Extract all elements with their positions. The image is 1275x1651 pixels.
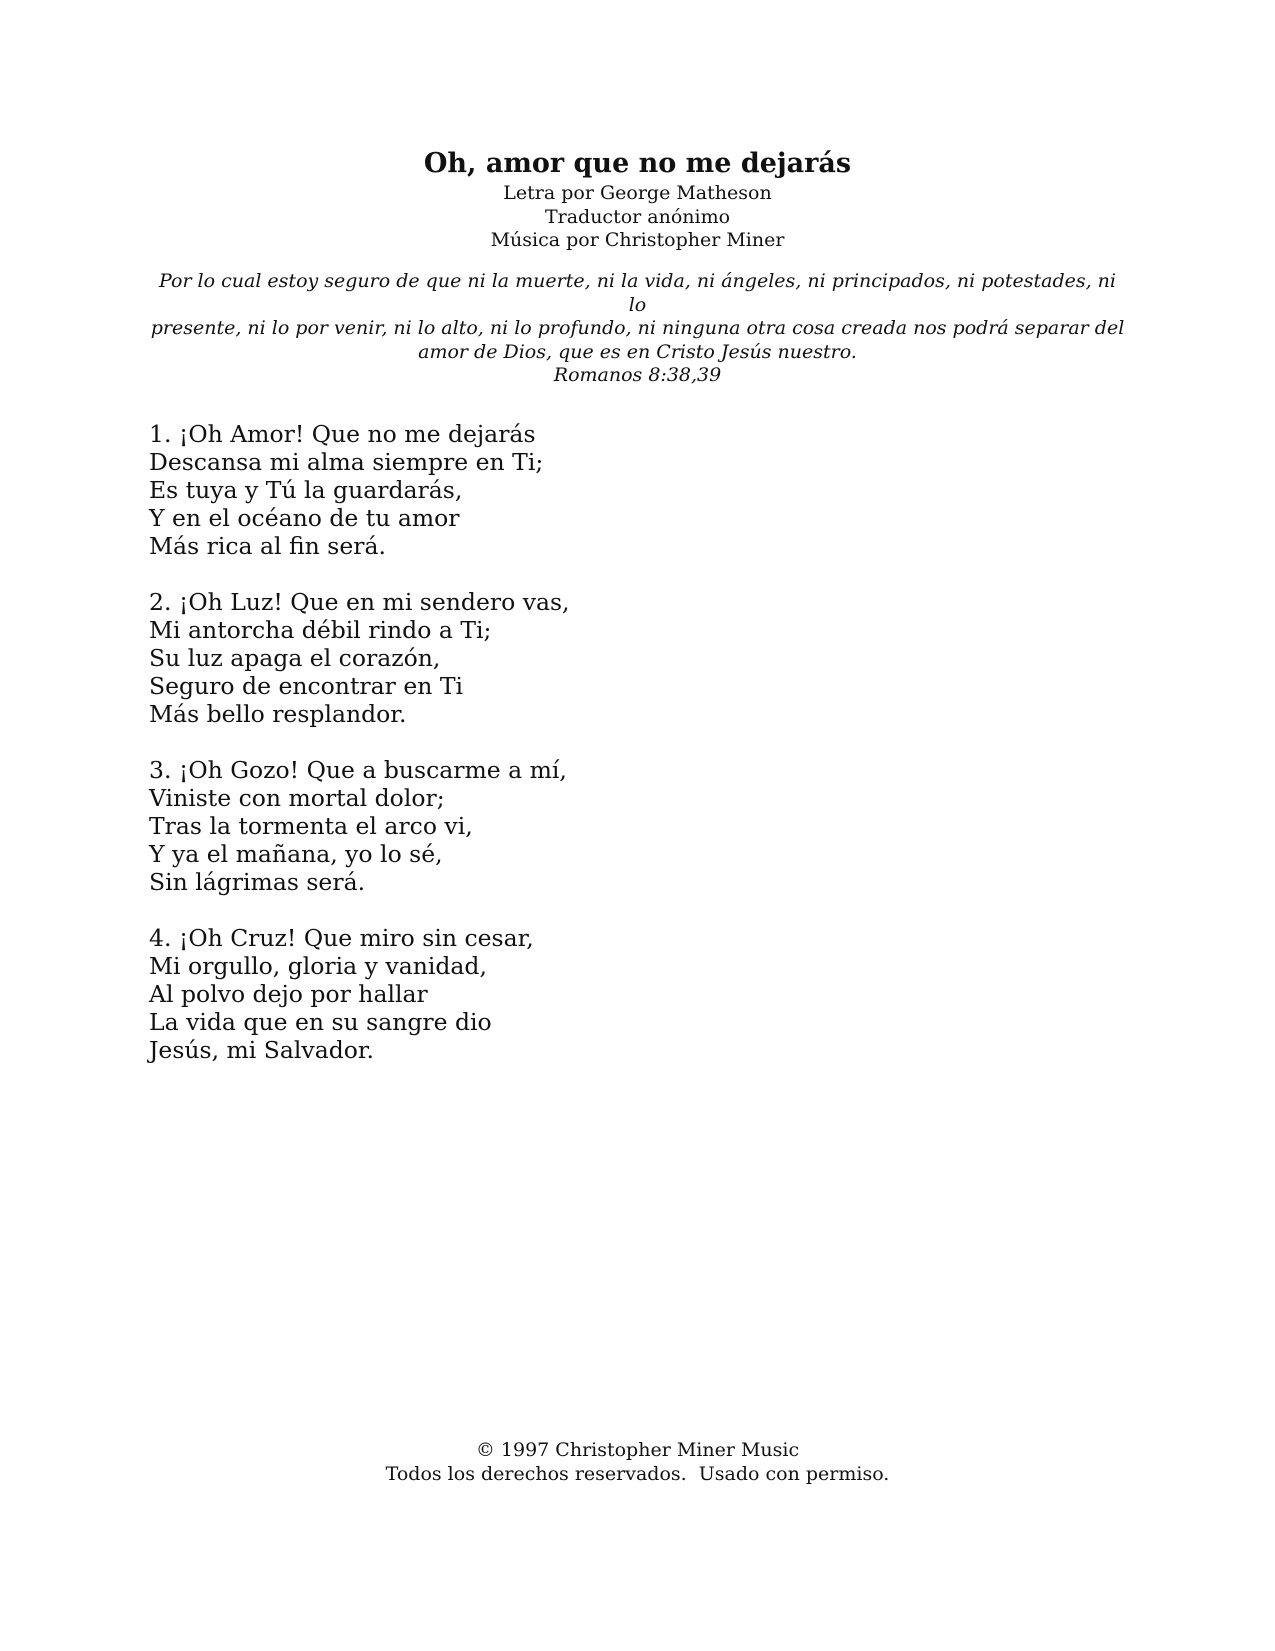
verse-line: La vida que en su sangre dio	[149, 1008, 492, 1036]
verse-line: 4. ¡Oh Cruz! Que miro sin cesar,	[149, 924, 534, 952]
verse-line: Mi antorcha débil rindo a Ti;	[149, 616, 492, 644]
copyright-footer	[0, 1439, 1275, 1486]
verse-1	[149, 420, 1049, 560]
verse-line: 2. ¡Oh Luz! Que en mi sendero vas,	[149, 588, 570, 616]
verse-line: Sin lágrimas será.	[149, 868, 366, 896]
verse-4	[149, 924, 1049, 1064]
verse-line: Mi orgullo, gloria y vanidad,	[149, 952, 487, 980]
epigraph-line: Por lo cual estoy seguro de que ni la muerte, ni la vida, ni ángeles, ni principados, ni potestades, ni lo	[158, 270, 1116, 316]
song-header	[0, 146, 1275, 253]
verse-3	[149, 756, 1049, 896]
scripture-reference: Romanos 8:38,39	[553, 364, 722, 386]
verse-line: Tras la tormenta el arco vi,	[149, 812, 473, 840]
verse-line: Y en el océano de tu amor	[149, 504, 460, 532]
song-title: Oh, amor que no me dejarás	[423, 148, 852, 179]
lyrics-credit: Letra por George Matheson	[503, 182, 772, 204]
epigraph-line: amor de Dios, que es en Cristo Jesús nuestro.	[418, 340, 857, 363]
verse-line: Viniste con mortal dolor;	[149, 784, 445, 812]
translator-credit: Traductor anónimo	[544, 205, 731, 228]
verse-line: Es tuya y Tú la guardarás,	[149, 476, 463, 504]
verse-line: Descansa mi alma siempre en Ti;	[149, 448, 544, 476]
copyright-line: © 1997 Christopher Miner Music	[475, 1439, 800, 1461]
verse-line: Seguro de encontrar en Ti	[149, 672, 464, 700]
verse-line: Más rica al fin será.	[149, 532, 386, 560]
verse-line: Más bello resplandor.	[149, 700, 407, 728]
music-credit: Música por Christopher Miner	[490, 229, 785, 251]
verse-line: 3. ¡Oh Gozo! Que a buscarme a mí,	[149, 756, 567, 784]
scripture-epigraph	[150, 270, 1125, 388]
epigraph-line: presente, ni lo por venir, ni lo alto, ni lo profundo, ni ninguna otra cosa creada nos podrá separar del	[150, 317, 1125, 339]
verse-line: Su luz apaga el corazón,	[149, 644, 441, 672]
rights-line: Todos los derechos reservados. Usado con permiso.	[385, 1462, 890, 1485]
verse-2	[149, 588, 1049, 728]
verse-line: 1. ¡Oh Amor! Que no me dejarás	[149, 420, 536, 448]
verse-line: Al polvo dejo por hallar	[149, 980, 428, 1008]
verse-line: Y ya el mañana, yo lo sé,	[149, 840, 443, 868]
verses-list	[149, 420, 1049, 1092]
verse-line: Jesús, mi Salvador.	[149, 1036, 375, 1064]
